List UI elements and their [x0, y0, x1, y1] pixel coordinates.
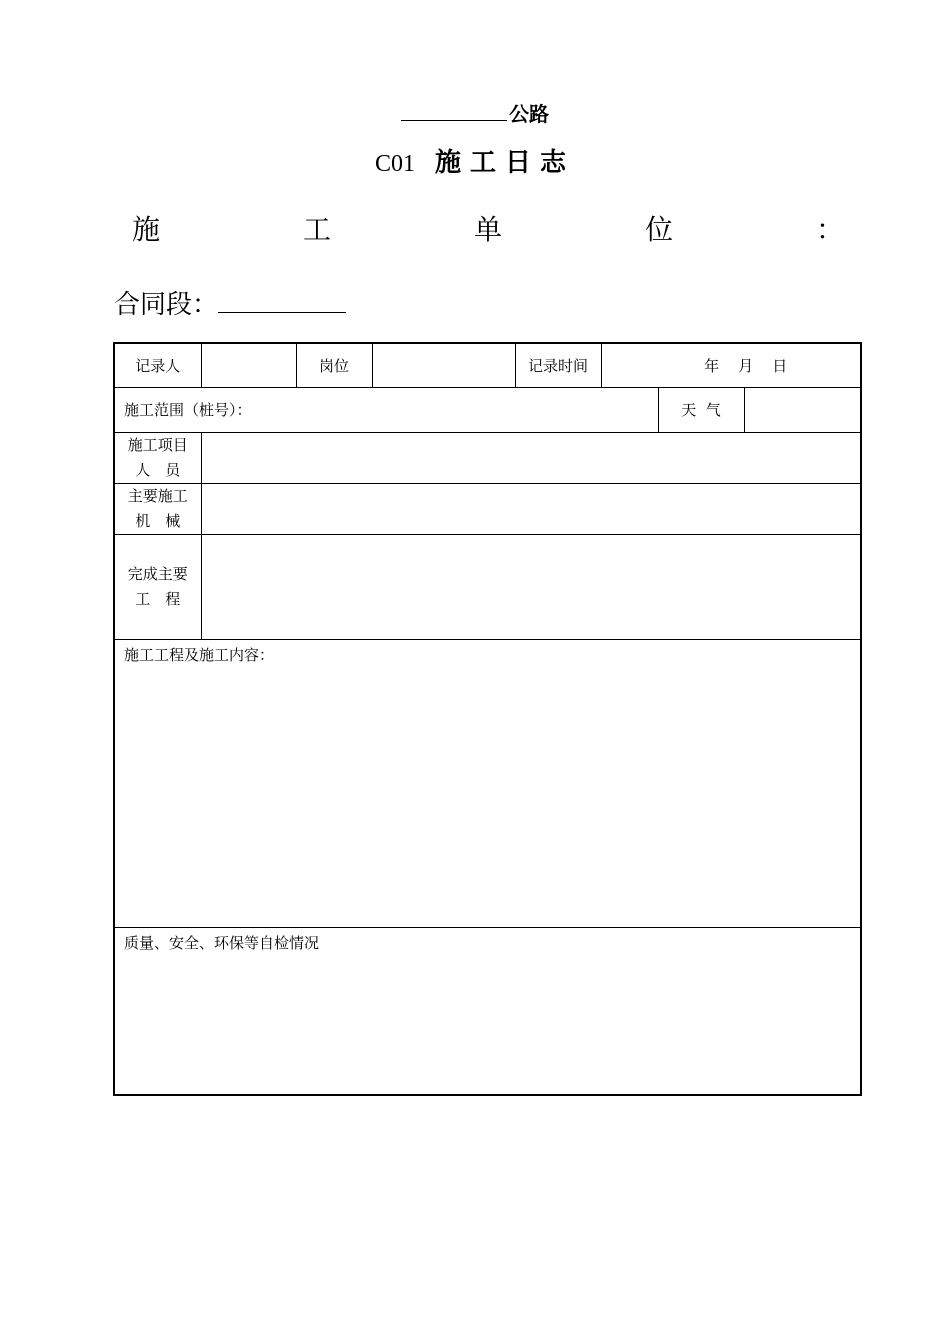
quality-check-field[interactable]	[114, 927, 861, 1095]
road-suffix: 公路	[509, 102, 549, 126]
main-works-label	[114, 534, 201, 639]
position-label: 岗位	[296, 343, 372, 387]
construction-range-field[interactable]	[114, 387, 658, 432]
date-month: 月	[738, 356, 754, 375]
unit-colon: ：	[815, 213, 844, 246]
unit-char-4: 位	[644, 213, 673, 246]
recorder-field[interactable]	[201, 343, 296, 387]
personnel-field[interactable]	[201, 432, 861, 483]
record-time-label: 记录时间	[515, 343, 601, 387]
construction-content-label: 施工工程及施工内容：	[124, 645, 275, 664]
construction-log-table	[113, 342, 862, 1096]
form-code: C01	[374, 151, 415, 177]
position-field[interactable]	[372, 343, 515, 387]
construction-range-label: 施工范围（桩号）：	[124, 401, 252, 419]
recorder-label: 记录人	[114, 343, 201, 387]
quality-check-label: 质量、安全、环保等自检情况	[124, 933, 320, 952]
personnel-label	[114, 432, 201, 483]
page-title: 施工日志	[435, 148, 576, 178]
personnel-label-line2: 人 员	[135, 460, 181, 479]
main-works-label-line2: 工 程	[135, 589, 181, 608]
road-name-blank[interactable]	[401, 98, 507, 121]
document-title	[0, 142, 950, 179]
machinery-field[interactable]	[201, 483, 861, 534]
record-date-field[interactable]	[601, 343, 861, 387]
machinery-label-line1: 主要施工	[127, 486, 188, 505]
machinery-label-line2: 机 械	[135, 511, 181, 530]
personnel-label-line1: 施工项目	[127, 435, 188, 454]
main-works-label-line1: 完成主要	[127, 564, 188, 583]
weather-label: 天 气	[658, 387, 744, 432]
construction-unit-line	[132, 208, 844, 248]
unit-char-1: 施	[132, 213, 161, 246]
weather-field[interactable]	[744, 387, 861, 432]
contract-section-line	[114, 284, 346, 321]
contract-blank[interactable]	[218, 284, 346, 313]
main-works-field[interactable]	[201, 534, 861, 639]
unit-char-3: 单	[473, 213, 502, 246]
date-day: 日	[772, 356, 788, 375]
unit-char-2: 工	[302, 213, 331, 246]
contract-label: 合同段：	[114, 290, 219, 320]
date-year: 年	[704, 356, 720, 375]
road-name-line	[0, 98, 950, 127]
construction-content-field[interactable]	[114, 639, 861, 927]
machinery-label	[114, 483, 201, 534]
